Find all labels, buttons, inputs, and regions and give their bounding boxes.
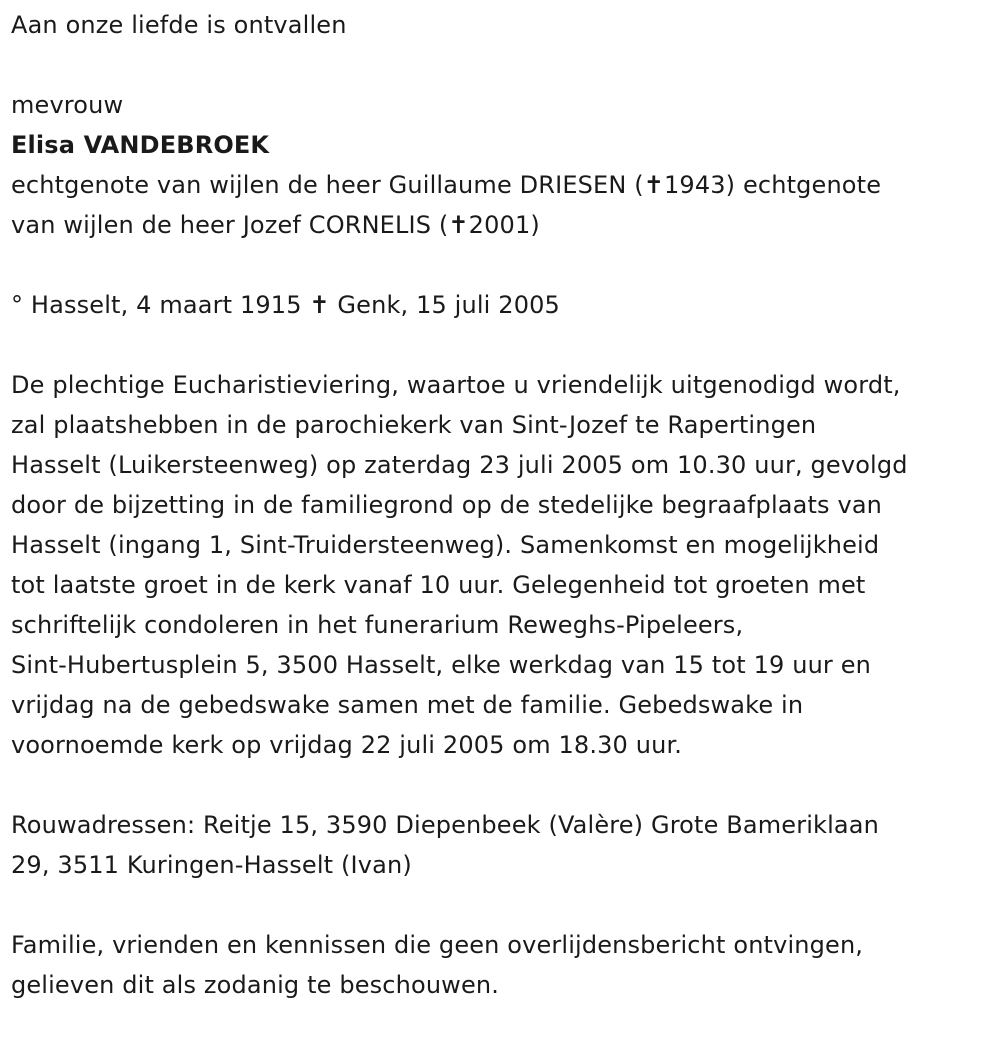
honorific: mevrouw (11, 91, 124, 119)
closing-line: gelieven dit als zodanig te beschouwen. (11, 971, 500, 999)
spacer (11, 325, 991, 365)
ceremony-line: Hasselt (ingang 1, Sint-Truidersteenweg). Samenkomst en mogelijkheid (11, 531, 880, 559)
closing-paragraph (11, 925, 991, 1005)
address-line: Rouwadressen: Reitje 15, 3590 Diepenbeek (Valère) Grote Bameriklaan (11, 811, 879, 839)
ceremony-line: zal plaatshebben in de parochiekerk van Sint-Jozef te Rapertingen (11, 411, 817, 439)
ceremony-line: De plechtige Eucharistieviering, waartoe u vriendelijk uitgenodigd wordt, (11, 371, 901, 399)
spouse-line: echtgenote van wijlen de heer Guillaume DRIESEN (✝1943) echtgenote (11, 171, 882, 199)
address-paragraph (11, 805, 991, 885)
death-notice (11, 5, 991, 1005)
spacer (11, 765, 991, 805)
ceremony-line: Sint-Hubertusplein 5, 3500 Hasselt, elke werkdag van 15 tot 19 uur en (11, 651, 872, 679)
intro-line: Aan onze liefde is ontvallen (11, 11, 347, 39)
spacer (11, 885, 991, 925)
ceremony-paragraph (11, 365, 991, 765)
spacer (11, 45, 991, 85)
ceremony-line: Hasselt (Luikersteenweg) op zaterdag 23 juli 2005 om 10.30 uur, gevolgd (11, 451, 908, 479)
ceremony-line: schriftelijk condoleren in het funerarium Reweghs-Pipeleers, (11, 611, 744, 639)
deceased-name: Elisa VANDEBROEK (11, 131, 270, 159)
address-line: 29, 3511 Kuringen-Hasselt (Ivan) (11, 851, 412, 879)
spouse-paragraph (11, 165, 991, 245)
ceremony-line: door de bijzetting in de familiegrond op de stedelijke begraafplaats van (11, 491, 883, 519)
life-dates: ° Hasselt, 4 maart 1915 ✝ Genk, 15 juli 2005 (11, 291, 560, 319)
ceremony-line: vrijdag na de gebedswake samen met de familie. Gebedswake in (11, 691, 804, 719)
spacer (11, 245, 991, 285)
spouse-line: van wijlen de heer Jozef CORNELIS (✝2001) (11, 211, 540, 239)
ceremony-line: tot laatste groet in de kerk vanaf 10 uur. Gelegenheid tot groeten met (11, 571, 866, 599)
ceremony-line: voornoemde kerk op vrijdag 22 juli 2005 om 18.30 uur. (11, 731, 683, 759)
closing-line: Familie, vrienden en kennissen die geen overlijdensbericht ontvingen, (11, 931, 864, 959)
